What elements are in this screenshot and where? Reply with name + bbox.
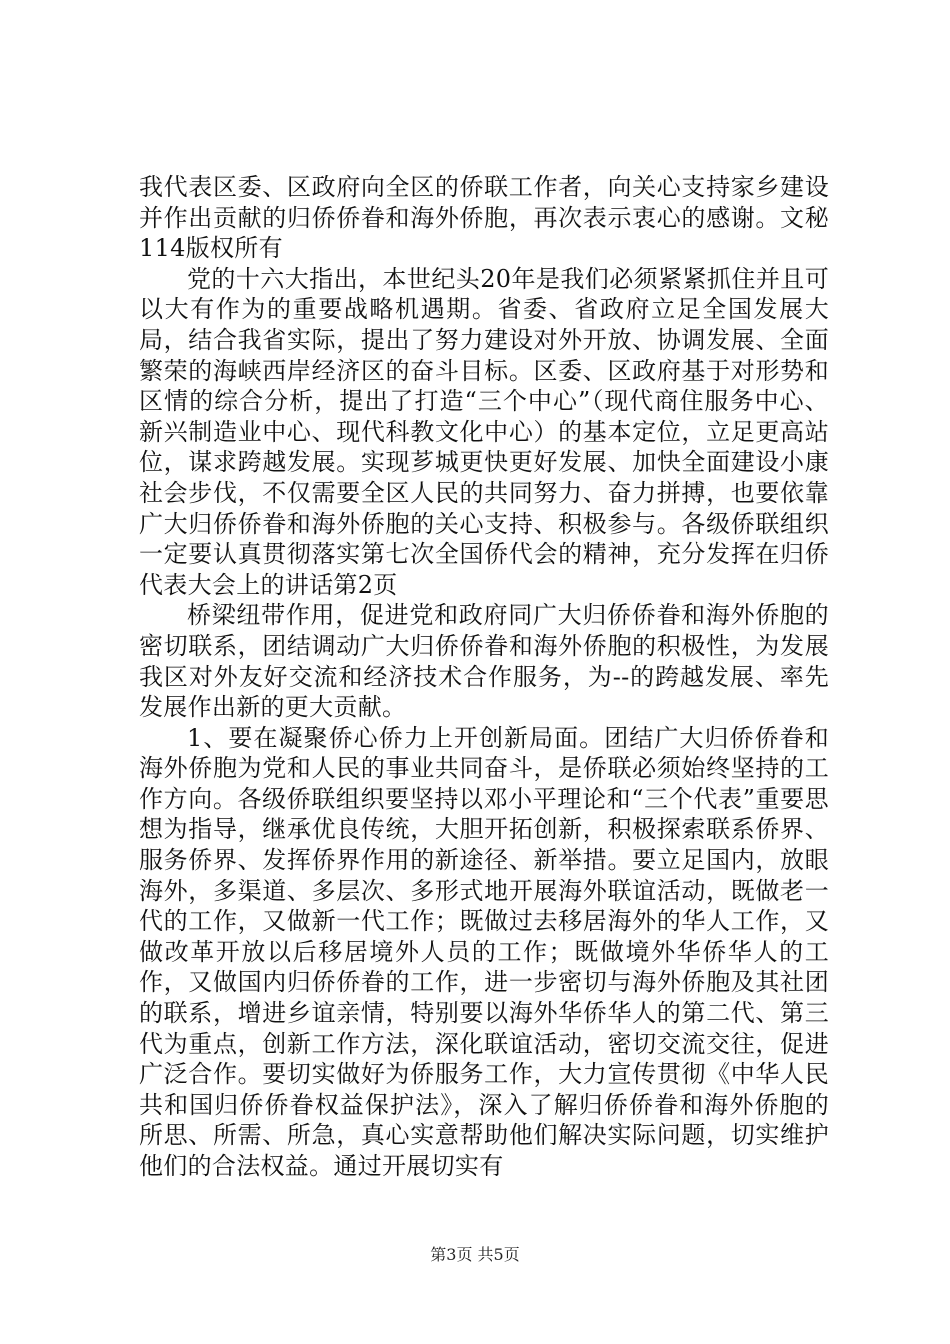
paragraph-thanks: 我代表区委、区政府向全区的侨联工作者，向关心支持家乡建设并作出贡献的归侨侨眷和海外侨胞，再次表示衷心的感谢。文秘114版权所有 [139, 173, 829, 263]
page-footer: 第3页 共5页 [430, 1245, 520, 1264]
paragraph-bridge-role: 桥梁纽带作用，促进党和政府同广大归侨侨眷和海外侨胞的密切联系，团结调动广大归侨侨眷和海外侨胞的积极性，为发展我区对外友好交流和经济技术合作服务，为--的跨越发展、率先发展作出新的更大贡献。 [139, 601, 829, 722]
document-body [139, 172, 829, 1182]
paragraph-item-1: 1、要在凝聚侨心侨力上开创新局面。团结广大归侨侨眷和海外侨胞为党和人民的事业共同奋斗，是侨联必须始终坚持的工作方向。各级侨联组织要坚持以邓小平理论和“三个代表”重要思想为指导，继承优良传统，大胆开拓创新，积极探索联系侨界、服务侨界、发挥侨界作用的新途径、新举措。要立足国内，放眼海外，多渠道、多层次、多形式地开展海外联谊活动，既做老一代的工作，又做新一代工作；既做过去移居海外的华人工作，又做改革开放以后移居境外人员的工作；既做境外华侨华人的工作，又做国内归侨侨眷的工作，进一步密切与海外侨胞及其社团的联系，增进乡谊亲情，特别要以海外华侨华人的第二代、第三代为重点，创新工作方法，深化联谊活动，密切交流交往，促进广泛合作。要切实做好为侨服务工作，大力宣传贯彻《中华人民共和国归侨侨眷权益保护法》，深入了解归侨侨眷和海外侨胞的所思、所需、所急，真心实意帮助他们解决实际问题，切实维护他们的合法权益。通过开展切实有 [139, 723, 829, 1180]
paragraph-strategic-opportunity: 党的十六大指出，本世纪头20年是我们必须紧紧抓住并且可以大有作为的重要战略机遇期。省委、省政府立足全国发展大局，结合我省实际，提出了努力建设对外开放、协调发展、全面繁荣的海峡西岸经济区的奋斗目标。区委、区政府基于对形势和区情的综合分析，提出了打造“三个中心”（现代商住服务中心、新兴制造业中心、现代科教文化中心）的基本定位，立足更高站位，谋求跨越发展。实现芗城更快更好发展、加快全面建设小康社会步伐，不仅需要全区人民的共同努力、奋力拼搏，也要依靠广大归侨侨眷和海外侨胞的关心支持、积极参与。各级侨联组织一定要认真贯彻落实第七次全国侨代会的精神，充分发挥在归侨代表大会上的讲话第2页 [139, 264, 829, 599]
